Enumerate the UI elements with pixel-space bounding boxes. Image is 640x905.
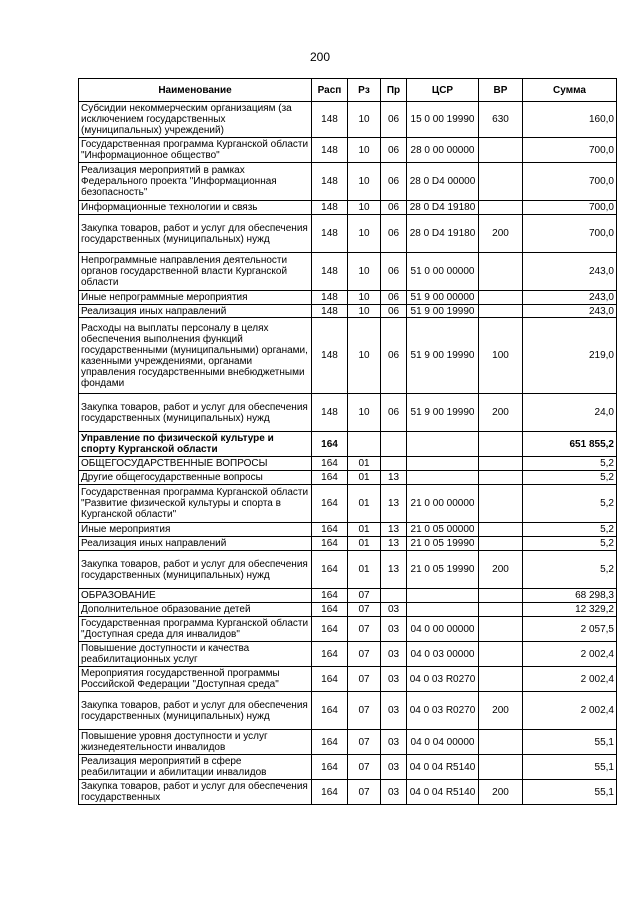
row-pr: 13 xyxy=(381,523,407,537)
table-row xyxy=(79,163,617,201)
row-vr: 100 xyxy=(479,318,523,394)
row-pr: 03 xyxy=(381,667,407,692)
table-row xyxy=(79,755,617,780)
row-sum: 55,1 xyxy=(523,780,617,805)
row-rz: 07 xyxy=(348,730,381,755)
row-name: Реализация иных направлений xyxy=(79,305,312,318)
row-csr xyxy=(407,603,479,617)
table-row xyxy=(79,617,617,642)
row-name: Государственная программа Курганской области "Информационное общество" xyxy=(79,138,312,163)
row-name: Государственная программа Курганской области "Развитие физической культуры и спорта в Курганской области" xyxy=(79,485,312,523)
table-row xyxy=(79,603,617,617)
row-rasp: 148 xyxy=(312,291,348,305)
row-name: Расходы на выплаты персоналу в целях обеспечения выполнения функций государственными (муниципальными) органами, казенными учреждениями, органами управления государственными внебюджетными фондами xyxy=(79,318,312,394)
row-rasp: 164 xyxy=(312,617,348,642)
row-rz: 10 xyxy=(348,102,381,138)
table-row xyxy=(79,589,617,603)
row-rasp: 164 xyxy=(312,603,348,617)
row-rz: 10 xyxy=(348,305,381,318)
row-csr: 28 0 D4 19180 xyxy=(407,215,479,253)
table-row xyxy=(79,642,617,667)
row-rz: 10 xyxy=(348,291,381,305)
row-rasp: 164 xyxy=(312,730,348,755)
row-vr xyxy=(479,755,523,780)
row-vr xyxy=(479,201,523,215)
table-row xyxy=(79,138,617,163)
row-csr: 04 0 00 00000 xyxy=(407,617,479,642)
row-vr xyxy=(479,457,523,471)
row-sum: 651 855,2 xyxy=(523,432,617,457)
row-csr: 51 9 00 19990 xyxy=(407,394,479,432)
row-csr: 28 0 D4 00000 xyxy=(407,163,479,201)
row-csr: 21 0 05 19990 xyxy=(407,551,479,589)
row-name: Повышение уровня доступности и услуг жизнедеятельности инвалидов xyxy=(79,730,312,755)
row-rz: 07 xyxy=(348,667,381,692)
row-name: Реализация мероприятий в сфере реабилитации и абилитации инвалидов xyxy=(79,755,312,780)
row-name: Информационные технологии и связь xyxy=(79,201,312,215)
row-sum: 5,2 xyxy=(523,551,617,589)
row-rz xyxy=(348,432,381,457)
table-row xyxy=(79,537,617,551)
row-csr xyxy=(407,457,479,471)
row-pr: 03 xyxy=(381,692,407,730)
table-header xyxy=(79,79,617,102)
row-rasp: 148 xyxy=(312,305,348,318)
row-rasp: 148 xyxy=(312,138,348,163)
row-pr: 03 xyxy=(381,780,407,805)
row-csr: 21 0 05 00000 xyxy=(407,523,479,537)
row-rasp: 164 xyxy=(312,755,348,780)
row-vr: 200 xyxy=(479,692,523,730)
row-sum: 700,0 xyxy=(523,215,617,253)
table-row xyxy=(79,215,617,253)
row-rasp: 164 xyxy=(312,485,348,523)
row-sum: 160,0 xyxy=(523,102,617,138)
table-row xyxy=(79,780,617,805)
header-rasp: Расп xyxy=(312,79,348,102)
table-row xyxy=(79,318,617,394)
row-vr xyxy=(479,305,523,318)
row-name: Другие общегосударственные вопросы xyxy=(79,471,312,485)
row-rasp: 164 xyxy=(312,551,348,589)
row-sum: 5,2 xyxy=(523,523,617,537)
row-rasp: 148 xyxy=(312,394,348,432)
table-row xyxy=(79,551,617,589)
row-vr xyxy=(479,603,523,617)
row-vr: 200 xyxy=(479,551,523,589)
row-csr: 28 0 D4 19180 xyxy=(407,201,479,215)
row-vr xyxy=(479,291,523,305)
row-vr: 200 xyxy=(479,394,523,432)
page-number: 200 xyxy=(309,50,331,64)
row-sum: 2 002,4 xyxy=(523,642,617,667)
table-body xyxy=(79,102,617,805)
header-rz: Рз xyxy=(348,79,381,102)
row-vr xyxy=(479,667,523,692)
row-csr xyxy=(407,432,479,457)
row-rz: 07 xyxy=(348,780,381,805)
row-pr: 03 xyxy=(381,755,407,780)
table-row xyxy=(79,432,617,457)
row-rasp: 164 xyxy=(312,523,348,537)
row-rz: 07 xyxy=(348,755,381,780)
row-name: Закупка товаров, работ и услуг для обеспечения государственных xyxy=(79,780,312,805)
row-csr: 04 0 04 00000 xyxy=(407,730,479,755)
row-sum: 2 002,4 xyxy=(523,667,617,692)
row-pr: 03 xyxy=(381,642,407,667)
row-sum: 5,2 xyxy=(523,471,617,485)
row-vr xyxy=(479,485,523,523)
row-pr: 06 xyxy=(381,138,407,163)
row-csr: 51 9 00 19990 xyxy=(407,318,479,394)
row-name: Государственная программа Курганской области "Доступная среда для инвалидов" xyxy=(79,617,312,642)
row-csr: 04 0 04 R5140 xyxy=(407,780,479,805)
row-rasp: 148 xyxy=(312,318,348,394)
row-pr: 06 xyxy=(381,253,407,291)
row-sum: 700,0 xyxy=(523,201,617,215)
row-rz: 07 xyxy=(348,589,381,603)
row-name: ОБРАЗОВАНИЕ xyxy=(79,589,312,603)
row-csr: 51 0 00 00000 xyxy=(407,253,479,291)
row-vr xyxy=(479,617,523,642)
row-sum: 2 002,4 xyxy=(523,692,617,730)
row-csr xyxy=(407,589,479,603)
row-csr: 21 0 05 19990 xyxy=(407,537,479,551)
row-pr: 13 xyxy=(381,551,407,589)
row-rz: 10 xyxy=(348,253,381,291)
table-row xyxy=(79,201,617,215)
row-pr: 06 xyxy=(381,215,407,253)
table-row xyxy=(79,471,617,485)
row-rz: 10 xyxy=(348,394,381,432)
row-vr xyxy=(479,138,523,163)
row-rz: 01 xyxy=(348,523,381,537)
table-row xyxy=(79,305,617,318)
header-pr: Пр xyxy=(381,79,407,102)
row-sum: 243,0 xyxy=(523,291,617,305)
row-pr: 13 xyxy=(381,485,407,523)
row-rasp: 164 xyxy=(312,589,348,603)
row-rz: 07 xyxy=(348,642,381,667)
row-rasp: 164 xyxy=(312,537,348,551)
row-sum: 12 329,2 xyxy=(523,603,617,617)
row-sum: 5,2 xyxy=(523,485,617,523)
row-rasp: 164 xyxy=(312,780,348,805)
row-name: Иные непрограммные мероприятия xyxy=(79,291,312,305)
row-csr: 04 0 03 00000 xyxy=(407,642,479,667)
row-rasp: 164 xyxy=(312,667,348,692)
table-row xyxy=(79,291,617,305)
row-sum: 24,0 xyxy=(523,394,617,432)
row-rasp: 164 xyxy=(312,692,348,730)
row-name: Мероприятия государственной программы Российской Федерации "Доступная среда" xyxy=(79,667,312,692)
row-pr: 13 xyxy=(381,471,407,485)
table-row xyxy=(79,457,617,471)
row-vr: 200 xyxy=(479,215,523,253)
header-csr: ЦСР xyxy=(407,79,479,102)
row-csr xyxy=(407,471,479,485)
row-sum: 243,0 xyxy=(523,253,617,291)
row-name: Дополнительное образование детей xyxy=(79,603,312,617)
row-name: Закупка товаров, работ и услуг для обеспечения государственных (муниципальных) нужд xyxy=(79,692,312,730)
row-rz: 10 xyxy=(348,138,381,163)
row-vr: 200 xyxy=(479,780,523,805)
row-vr xyxy=(479,642,523,667)
row-vr xyxy=(479,589,523,603)
row-pr: 03 xyxy=(381,730,407,755)
row-rasp: 164 xyxy=(312,432,348,457)
row-csr: 21 0 00 00000 xyxy=(407,485,479,523)
table-row xyxy=(79,667,617,692)
row-name: Закупка товаров, работ и услуг для обеспечения государственных (муниципальных) нужд xyxy=(79,551,312,589)
row-rz: 10 xyxy=(348,215,381,253)
row-pr: 03 xyxy=(381,603,407,617)
row-rz: 07 xyxy=(348,603,381,617)
row-name: Реализация иных направлений xyxy=(79,537,312,551)
row-rz: 01 xyxy=(348,457,381,471)
row-rasp: 148 xyxy=(312,201,348,215)
row-rz: 10 xyxy=(348,163,381,201)
row-vr xyxy=(479,523,523,537)
row-pr: 06 xyxy=(381,201,407,215)
row-csr: 04 0 03 R0270 xyxy=(407,667,479,692)
header-vr: ВР xyxy=(479,79,523,102)
row-rasp: 148 xyxy=(312,163,348,201)
row-rz: 01 xyxy=(348,471,381,485)
row-name: Закупка товаров, работ и услуг для обеспечения государственных (муниципальных) нужд xyxy=(79,394,312,432)
row-pr: 06 xyxy=(381,163,407,201)
row-name: Реализация мероприятий в рамках Федерального проекта "Информационная безопасность" xyxy=(79,163,312,201)
table-row xyxy=(79,253,617,291)
row-pr: 06 xyxy=(381,318,407,394)
row-rasp: 164 xyxy=(312,457,348,471)
row-name: Закупка товаров, работ и услуг для обеспечения государственных (муниципальных) нужд xyxy=(79,215,312,253)
row-sum: 55,1 xyxy=(523,755,617,780)
row-csr: 51 9 00 19990 xyxy=(407,305,479,318)
row-csr: 04 0 04 R5140 xyxy=(407,755,479,780)
row-vr xyxy=(479,253,523,291)
row-rz: 10 xyxy=(348,318,381,394)
table-row xyxy=(79,523,617,537)
row-rasp: 148 xyxy=(312,215,348,253)
row-name: Субсидии некоммерческим организациям (за исключением государственных (муниципальных) учреждений) xyxy=(79,102,312,138)
row-sum: 5,2 xyxy=(523,537,617,551)
row-sum: 700,0 xyxy=(523,163,617,201)
row-pr xyxy=(381,457,407,471)
row-rasp: 148 xyxy=(312,102,348,138)
row-pr: 03 xyxy=(381,617,407,642)
row-sum: 219,0 xyxy=(523,318,617,394)
row-sum: 2 057,5 xyxy=(523,617,617,642)
row-vr xyxy=(479,730,523,755)
header-name: Наименование xyxy=(79,79,312,102)
row-rz: 07 xyxy=(348,692,381,730)
row-vr xyxy=(479,537,523,551)
row-csr: 15 0 00 19990 xyxy=(407,102,479,138)
row-sum: 700,0 xyxy=(523,138,617,163)
row-csr: 04 0 03 R0270 xyxy=(407,692,479,730)
row-pr xyxy=(381,589,407,603)
row-rz: 01 xyxy=(348,551,381,589)
table-row xyxy=(79,692,617,730)
header-sum: Сумма xyxy=(523,79,617,102)
row-name: ОБЩЕГОСУДАРСТВЕННЫЕ ВОПРОСЫ xyxy=(79,457,312,471)
table-row xyxy=(79,485,617,523)
row-vr xyxy=(479,432,523,457)
row-rasp: 148 xyxy=(312,253,348,291)
row-vr: 630 xyxy=(479,102,523,138)
row-name: Иные мероприятия xyxy=(79,523,312,537)
row-sum: 243,0 xyxy=(523,305,617,318)
table-row xyxy=(79,102,617,138)
row-pr: 13 xyxy=(381,537,407,551)
budget-table xyxy=(78,78,617,805)
row-sum: 55,1 xyxy=(523,730,617,755)
row-csr: 28 0 00 00000 xyxy=(407,138,479,163)
row-name: Повышение доступности и качества реабилитационных услуг xyxy=(79,642,312,667)
row-sum: 5,2 xyxy=(523,457,617,471)
row-name: Управление по физической культуре и спорту Курганской области xyxy=(79,432,312,457)
row-rasp: 164 xyxy=(312,642,348,667)
row-csr: 51 9 00 00000 xyxy=(407,291,479,305)
row-sum: 68 298,3 xyxy=(523,589,617,603)
row-pr: 06 xyxy=(381,102,407,138)
row-rasp: 164 xyxy=(312,471,348,485)
row-rz: 01 xyxy=(348,537,381,551)
row-pr: 06 xyxy=(381,291,407,305)
row-rz: 01 xyxy=(348,485,381,523)
row-rz: 10 xyxy=(348,201,381,215)
row-pr xyxy=(381,432,407,457)
table-row xyxy=(79,394,617,432)
row-name: Непрограммные направления деятельности органов государственной власти Курганской области xyxy=(79,253,312,291)
row-rz: 07 xyxy=(348,617,381,642)
row-vr xyxy=(479,471,523,485)
table-row xyxy=(79,730,617,755)
row-pr: 06 xyxy=(381,305,407,318)
row-vr xyxy=(479,163,523,201)
row-pr: 06 xyxy=(381,394,407,432)
